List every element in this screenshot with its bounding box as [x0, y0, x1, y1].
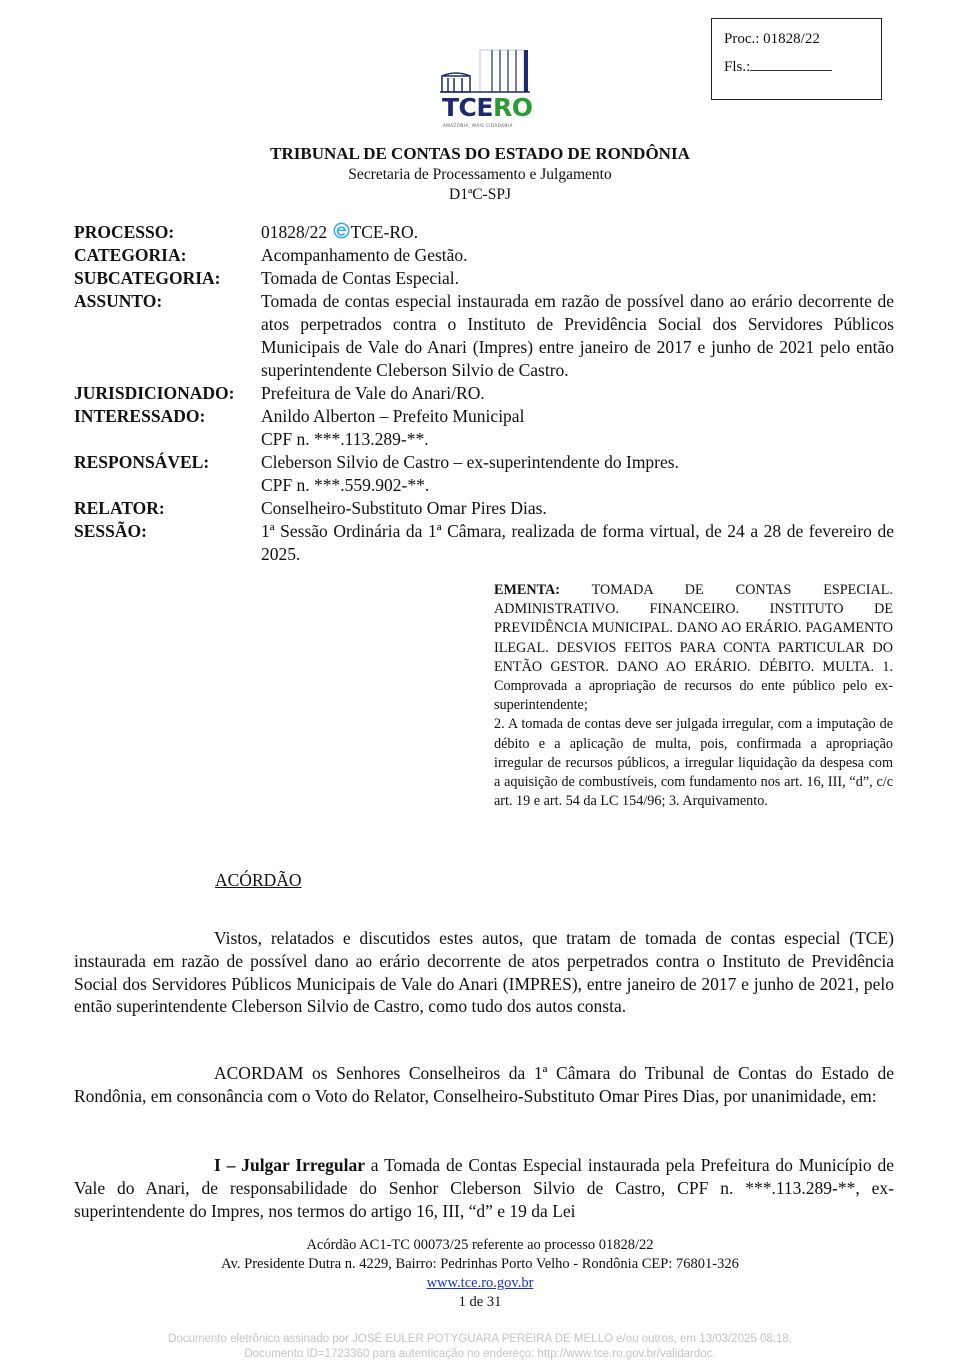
meta-label: ASSUNTO:	[74, 291, 163, 311]
meta-value: Acompanhamento de Gestão.	[261, 245, 468, 265]
meta-jurisdicionado	[74, 382, 894, 405]
meta-categoria	[74, 244, 894, 267]
acordao-paragraph-2: ACORDAM os Senhores Conselheiros da 1ª Câmara do Tribunal de Contas do Estado de Rondônia, em consonância com o Voto do Relator, Conselheiro-Substituto Omar Pires Dias, por unanimidade, em:	[74, 1063, 894, 1106]
meta-label: RELATOR:	[74, 498, 165, 518]
building-icon	[440, 44, 532, 94]
acordao-paragraph-1: Vistos, relatados e discutidos estes autos, que tratam de tomada de contas especial (TCE) instaurada em razão de possível dano ao erário decorrente de atos perpetrados contra o Instituto de Previdência Social dos Servidores Públicos Municipais de Vale do Anari (IMPRES), entre janeiro de 2017 e junho de 2021, pelo então superintendente Cleberson Silvio de Castro, como tudo dos autos consta.	[74, 928, 894, 1017]
footer-reference: Acórdão AC1-TC 00073/25 referente ao processo 01828/22	[306, 1237, 654, 1253]
meta-label: JURISDICIONADO:	[74, 383, 235, 403]
meta-value: Prefeitura de Vale do Anari/RO.	[261, 383, 485, 403]
meta-label: RESPONSÁVEL:	[74, 452, 210, 472]
fls-line	[724, 53, 881, 81]
institution-division: D1ªC-SPJ	[449, 186, 511, 203]
meta-value: Tomada de contas especial instaurada em razão de possível dano ao erário decorrente de atos perpetrados contra o Instituto de Previdência Social dos Servidores Públicos Municipais de Vale do Anari (Impres) entre janeiro de 2017 e junho de 2021 pelo então superintendente Cleberson Silvio de Castro.	[261, 291, 894, 380]
ementa-part-1	[494, 581, 893, 715]
fls-blank	[750, 56, 832, 71]
signature-watermark-line-2: Documento ID=1723360 para autenticação no endereço: http://www.tce.ro.gov.br/validardoc.	[244, 1348, 716, 1360]
meta-label: PROCESSO:	[74, 222, 175, 242]
process-number: 01828/22	[261, 222, 328, 242]
institution-subtitle: Secretaria de Processamento e Julgamento	[348, 166, 612, 183]
item-1-text: a Tomada de Contas Especial instaurada pela Prefeitura do Município de Vale do Anari, de responsabilidade do Senhor Cleberson Silvio de Castro, CPF n. ***.113.289-**, ex-superintendente do Impres, nos termos do artigo 16, III, “d” e 19 da Lei	[74, 1155, 894, 1221]
meta-sessao	[74, 520, 894, 566]
meta-assunto	[74, 290, 894, 382]
signature-watermark-line-1: Documento eletrônico assinado por JOSÉ EULER POTYGUARA PEREIRA DE MELLO e/ou outros, em 13/03/2025 08:18.	[168, 1333, 792, 1345]
page-number: 1 de 31	[458, 1294, 502, 1310]
meta-label: INTERESSADO:	[74, 406, 206, 426]
footer-website	[0, 1274, 960, 1293]
ementa-text-2: 2. A tomada de contas deve ser julgada irregular, com a imputação de débito e a aplicação de multa, pois, confirmada a apropriação irregular de recursos públicos, a irregular liquidação da despesa com a aquisição de combustíveis, com fundamento nos art. 16, III, “d”, c/c art. 19 e art. 54 da LC 154/96; 3. Arquivamento.	[494, 716, 893, 810]
interessado-name: Anildo Alberton – Prefeito Municipal	[261, 406, 525, 426]
meta-value: Conselheiro-Substituto Omar Pires Dias.	[261, 498, 547, 518]
tcero-logo	[440, 44, 532, 130]
meta-value: 1ª Sessão Ordinária da 1ª Câmara, realizada de forma virtual, de 24 a 28 de fevereiro de 2025.	[261, 521, 894, 564]
process-stamp-box	[711, 18, 882, 100]
ementa-block	[494, 581, 893, 811]
meta-label: SESSÃO:	[74, 521, 147, 541]
meta-value: Tomada de Contas Especial.	[261, 268, 460, 288]
logo-wordmark: TCERO	[442, 93, 533, 122]
acordao-item-1	[74, 1154, 894, 1222]
logo-tagline: AMAZÔNIA, MAIS CIDADANIA	[443, 123, 513, 128]
meta-interessado	[74, 405, 894, 451]
process-suffix: TCE-RO.	[350, 222, 419, 242]
meta-label: SUBCATEGORIA:	[74, 268, 221, 288]
institution-title: TRIBUNAL DE CONTAS DO ESTADO DE RONDÔNIA	[270, 144, 690, 163]
responsavel-name: Cleberson Silvio de Castro – ex-superintendente do Impres.	[261, 452, 679, 472]
ementa-text-1: TOMADA DE CONTAS ESPECIAL. ADMINISTRATIVO. FINANCEIRO. INSTITUTO DE PREVIDÊNCIA MUNICIPAL. DANO AO ERÁRIO. PAGAMENTO ILEGAL. DESVIOS FEITOS PARA CONTA PARTICULAR DO ENTÃO GESTOR. DANO AO ERÁRIO. DÉBITO. MULTA. 1. Comprovada a apropriação de recursos do ente público pelo ex-superintendente;	[494, 582, 893, 714]
acordao-heading: ACÓRDÃO	[215, 870, 302, 890]
interessado-cpf: CPF n. ***.113.289-**.	[261, 429, 429, 449]
e-process-icon	[333, 222, 350, 239]
proc-label: Proc.:	[724, 31, 760, 47]
meta-relator	[74, 497, 894, 520]
meta-label: CATEGORIA:	[74, 245, 187, 265]
meta-subcategoria	[74, 267, 894, 290]
case-metadata	[74, 221, 894, 566]
item-1-bold: I – Julgar Irregular	[214, 1155, 365, 1175]
meta-processo	[74, 221, 894, 244]
fls-label: Fls.:	[724, 59, 751, 75]
responsavel-cpf: CPF n. ***.559.902-**.	[261, 475, 430, 495]
ementa-label: EMENTA:	[494, 582, 560, 598]
proc-value: 01828/22	[763, 31, 820, 47]
footer-address: Av. Presidente Dutra n. 4229, Bairro: Pedrinhas Porto Velho - Rondônia CEP: 76801-326	[221, 1256, 739, 1272]
proc-line	[724, 25, 881, 53]
website-link[interactable]: www.tce.ro.gov.br	[426, 1275, 534, 1291]
meta-responsavel	[74, 451, 894, 497]
